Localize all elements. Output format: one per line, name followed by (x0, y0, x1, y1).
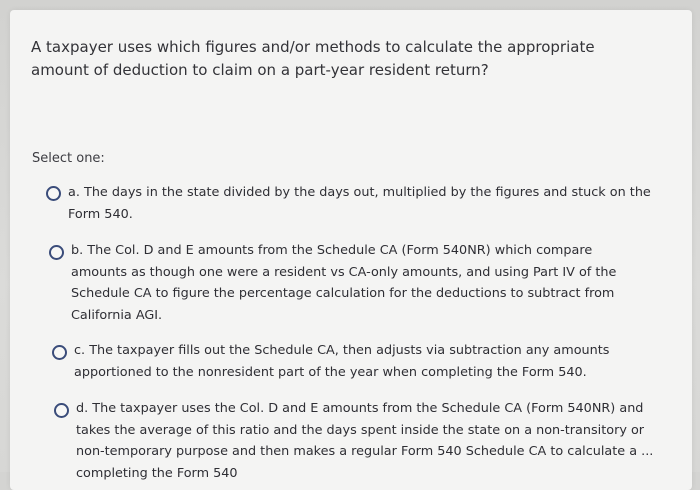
option-c-letter: c. (74, 343, 86, 358)
option-c-label[interactable] (74, 340, 634, 383)
option-b-text: The Col. D and E amounts from the Schedule CA (Form 540NR) which compare amounts as though one were a resident vs CA-only amounts, and using Part IV of the Schedule CA to figure the percentage calculation for the deductions to subtract from California AGI. (71, 243, 617, 323)
radio-option-b[interactable] (49, 245, 64, 260)
radio-option-d[interactable] (54, 403, 69, 418)
option-a-text: The days in the state divided by the days out, multiplied by the figures and stuck on the Form 540. (68, 185, 651, 222)
radio-option-a[interactable] (46, 186, 61, 201)
question-text: A taxpayer uses which figures and/or methods to calculate the appropriate amount of deduction to claim on a part-year resident return? (31, 38, 595, 79)
option-d-label[interactable] (76, 398, 661, 484)
option-a-letter: a. (68, 185, 80, 200)
option-a-label[interactable] (68, 182, 660, 225)
select-one-label: Select one: (32, 151, 105, 166)
option-d-text: The taxpayer uses the Col. D and E amounts from the Schedule CA (Form 540NR) and takes the average of this ratio and the days spent inside the state on a non-transitory or non-temporary purpose and then makes a regular Form 540 Schedule CA to calculate a ... completing the Form 540 (76, 401, 654, 481)
option-d-letter: d. (76, 401, 89, 416)
option-c-text: The taxpayer fills out the Schedule CA, then adjusts via subtraction any amounts apportioned to the nonresident part of the year when completing the Form 540. (74, 343, 610, 380)
option-b-label[interactable] (71, 240, 646, 326)
option-b-letter: b. (71, 243, 84, 258)
question-card (10, 10, 692, 490)
radio-option-c[interactable] (52, 345, 67, 360)
